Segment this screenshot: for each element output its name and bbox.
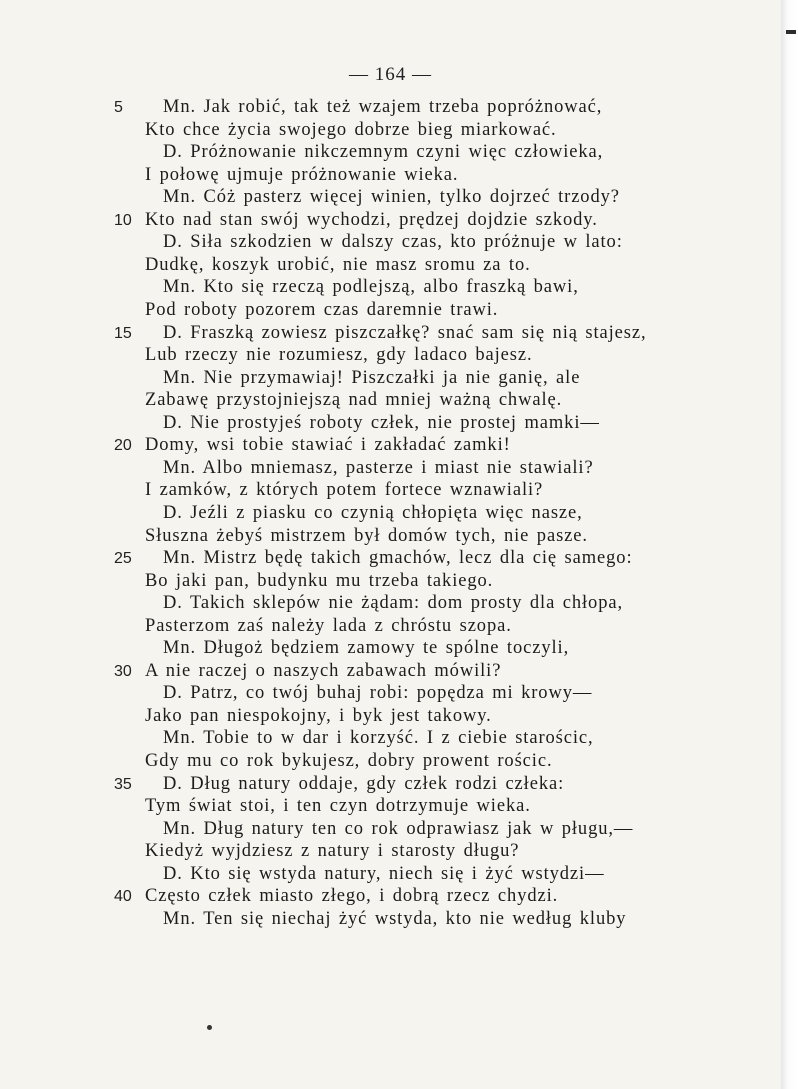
verse-line (0, 96, 781, 119)
verse-text: Często człek miasto złego, i dobrą rzecz chydzi. (145, 886, 559, 907)
verse-line (0, 231, 781, 254)
line-number: 20 (114, 437, 132, 455)
verse-text: D. Takich sklepów nie żądam: dom prosty dla chłopa, (163, 593, 623, 614)
verse-text: D. Nie prostyjeś roboty człek, nie prostej mamki— (163, 412, 600, 433)
verse-text: Mn. Dług natury ten co rok odprawiasz jak w pługu,— (163, 818, 634, 839)
verse-line (0, 863, 781, 886)
verse-line (0, 908, 781, 931)
verse-text: Kto nad stan swój wychodzi, prędzej dojdzie szkody. (145, 209, 598, 230)
verse-line (0, 795, 781, 818)
verse-line (0, 412, 781, 435)
verse-text: Tym świat stoi, i ten czyn dotrzymuje wieka. (145, 796, 531, 817)
line-number: 30 (114, 662, 132, 680)
verse-line (0, 547, 781, 570)
verse-text: Mn. Cóż pasterz więcej winien, tylko dojrzeć trzody? (163, 187, 620, 208)
line-number: 5 (114, 99, 123, 116)
line-number: 35 (114, 775, 132, 793)
verse-text: D. Jeźli z piasku co czynią chłopięta więc nasze, (163, 502, 583, 523)
verse-line (0, 141, 781, 164)
verse-text: Zabawę przystojniejszą nad mniej ważną chwalę. (145, 390, 563, 411)
verse-line (0, 276, 781, 299)
verse-line (0, 389, 781, 412)
verse-text: Pasterzom zaś należy lada z chróstu szopa. (145, 615, 512, 636)
verse-line (0, 570, 781, 593)
verse-line (0, 818, 781, 841)
verse-line (0, 727, 781, 750)
verse-line (0, 660, 781, 683)
line-number: 15 (114, 324, 132, 342)
verse-text: Pod roboty pozorem czas daremnie trawi. (145, 300, 499, 320)
verse-line (0, 615, 781, 638)
verse-text: D. Siła szkodzien w dalszy czas, kto próżnuje w lato: (163, 232, 623, 253)
verse-text: Jako pan niespokojny, i byk jest takowy. (145, 705, 492, 726)
verse-text: D. Fraszką zowiesz piszczałkę? snać sam się nią stajesz, (163, 322, 647, 343)
verse-text: Słuszna żebyś mistrzem był domów tych, nie pasze. (145, 525, 588, 546)
verse-line (0, 322, 781, 345)
verse-text: Dudkę, koszyk urobić, nie masz sromu za to. (145, 254, 531, 275)
verse-line (0, 525, 781, 548)
verse-text: Mn. Ten się niechaj żyć wstyda, kto nie według kluby (163, 908, 627, 929)
verse-text: D. Dług natury oddaje, gdy człek rodzi człeka: (163, 773, 565, 794)
verse-line (0, 637, 781, 660)
verse-line (0, 502, 781, 525)
verse-text: Mn. Albo mniemasz, pasterze i miast nie stawiali? (163, 457, 594, 478)
line-number: 40 (114, 888, 132, 906)
verse-line (0, 434, 781, 457)
verse-line (0, 750, 781, 773)
verse-line (0, 705, 781, 728)
verse-text: I połowę ujmuje próżnowanie wieka. (145, 164, 459, 185)
verse-text: D. Patrz, co twój buhaj robi: popędza mi krowy— (163, 683, 593, 704)
scan-edge-mark (786, 30, 796, 34)
verse-line (0, 299, 781, 322)
verse-text: D. Kto się wstyda natury, niech się i żyć wstydzi— (163, 863, 605, 884)
verse-text: Mn. Kto się rzeczą podlejszą, albo fraszką bawi, (163, 277, 579, 298)
verse-line (0, 840, 781, 863)
verse-line (0, 592, 781, 615)
line-number: 25 (114, 550, 132, 567)
verse-line (0, 254, 781, 277)
verse-line (0, 885, 781, 908)
verse-line (0, 209, 781, 232)
verse-line (0, 164, 781, 187)
verse-text: Kto chce życia swojego dobrze bieg miarkować. (145, 119, 557, 140)
verse-line (0, 367, 781, 390)
verse-text: Mn. Mistrz będę takich gmachów, lecz dla cię samego: (163, 548, 633, 568)
verse-line (0, 682, 781, 705)
scan-edge (781, 0, 798, 1089)
verse-text: Mn. Jak robić, tak też wzajem trzeba popróżnować, (163, 97, 603, 117)
verse-line (0, 344, 781, 367)
verse-line (0, 457, 781, 480)
verse-text: Kiedyż wyjdziesz z natury i starosty długu? (145, 841, 520, 862)
verse-text: Lub rzeczy nie rozumiesz, gdy ladaco bajesz. (145, 345, 533, 366)
print-speck (207, 1025, 212, 1030)
verse-text: D. Próżnowanie nikczemnym czyni więc człowieka, (163, 142, 604, 163)
page-number: — 164 — (349, 64, 432, 85)
verse-line (0, 119, 781, 142)
verse-text: Mn. Nie przymawiaj! Piszczałki ja nie ganię, ale (163, 367, 581, 388)
verse-text: I zamków, z których potem fortece wznawiali? (145, 480, 544, 501)
verse-line (0, 186, 781, 209)
verse-text: Gdy mu co rok bykujesz, dobry prowent rościc. (145, 751, 553, 771)
verse-text: Mn. Tobie to w dar i korzyść. I z ciebie starościc, (163, 728, 594, 749)
verse-text: Bo jaki pan, budynku mu trzeba takiego. (145, 570, 494, 591)
verse-text: Mn. Długoż będziem zamowy te spólne toczyli, (163, 638, 570, 659)
line-number: 10 (114, 211, 132, 229)
verse-line (0, 773, 781, 796)
verse-text: A nie raczej o naszych zabawach mówili? (145, 660, 502, 681)
verse-line (0, 479, 781, 502)
verse-text: Domy, wsi tobie stawiać i zakładać zamki! (145, 435, 511, 456)
